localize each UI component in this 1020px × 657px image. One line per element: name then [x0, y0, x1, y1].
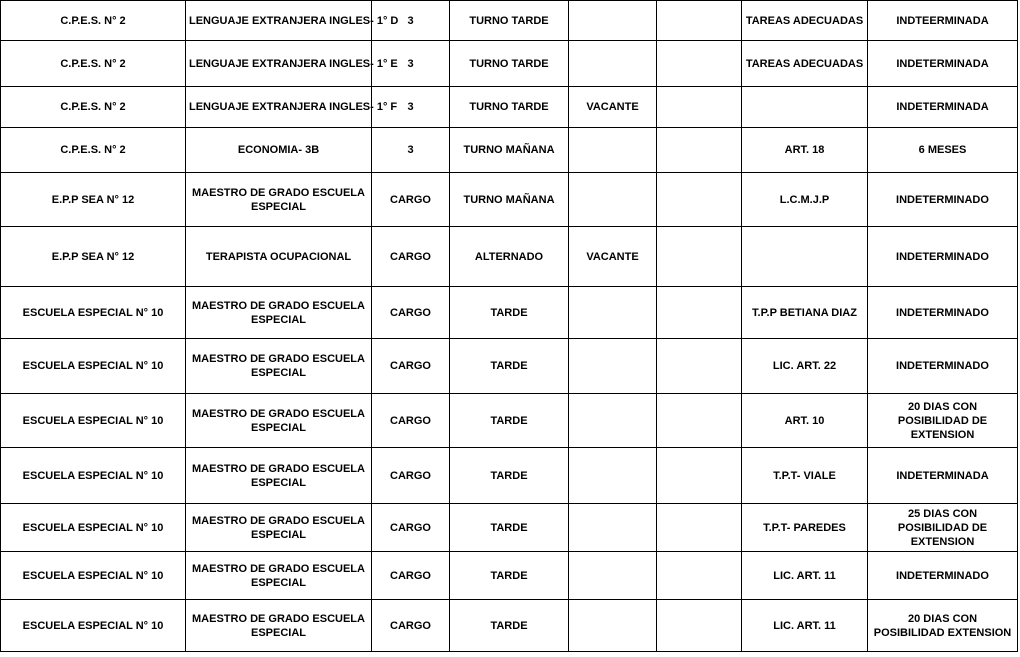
table-body: [1, 1, 1018, 652]
cell-extra: [657, 394, 742, 448]
cell-horas: CARGO: [372, 287, 450, 339]
cell-extra: [657, 339, 742, 394]
table-row: [1, 600, 1018, 652]
cell-duracion: INDETERMINADA: [868, 41, 1018, 87]
table-row: [1, 448, 1018, 504]
cell-turno: TARDE: [450, 394, 569, 448]
cell-motivo: L.C.M.J.P: [742, 173, 868, 227]
cell-horas: 3: [372, 87, 450, 128]
cell-motivo: ART. 18: [742, 128, 868, 173]
cell-escuela: ESCUELA ESPECIAL N° 10: [1, 394, 186, 448]
cell-asignatura: MAESTRO DE GRADO ESCUELA ESPECIAL: [186, 287, 372, 339]
cell-situacion: [569, 41, 657, 87]
cell-horas: 3: [372, 128, 450, 173]
cell-motivo: LIC. ART. 11: [742, 552, 868, 600]
cell-situacion: [569, 448, 657, 504]
cell-asignatura: MAESTRO DE GRADO ESCUELA ESPECIAL: [186, 448, 372, 504]
cell-asignatura: LENGUAJE EXTRANJERA INGLES- 1° E: [186, 41, 372, 87]
cell-asignatura: MAESTRO DE GRADO ESCUELA ESPECIAL: [186, 552, 372, 600]
cell-asignatura: LENGUAJE EXTRANJERA INGLES- 1° D: [186, 1, 372, 41]
cell-asignatura: MAESTRO DE GRADO ESCUELA ESPECIAL: [186, 600, 372, 652]
table-row: [1, 394, 1018, 448]
cell-escuela: C.P.E.S. N° 2: [1, 41, 186, 87]
cell-horas: 3: [372, 1, 450, 41]
cell-asignatura: TERAPISTA OCUPACIONAL: [186, 227, 372, 287]
cell-motivo: TAREAS ADECUADAS: [742, 1, 868, 41]
cell-situacion: [569, 394, 657, 448]
cell-motivo: [742, 87, 868, 128]
cell-situacion: VACANTE: [569, 227, 657, 287]
cell-extra: [657, 287, 742, 339]
cell-situacion: [569, 128, 657, 173]
cell-extra: [657, 227, 742, 287]
table-row: [1, 552, 1018, 600]
cell-situacion: [569, 552, 657, 600]
cell-extra: [657, 504, 742, 552]
cell-escuela: ESCUELA ESPECIAL N° 10: [1, 504, 186, 552]
cell-motivo: T.P.P BETIANA DIAZ: [742, 287, 868, 339]
cell-escuela: C.P.E.S. N° 2: [1, 1, 186, 41]
cell-horas: CARGO: [372, 339, 450, 394]
table-row: [1, 504, 1018, 552]
cell-turno: TARDE: [450, 504, 569, 552]
table-row: [1, 1, 1018, 41]
cell-situacion: [569, 287, 657, 339]
cell-turno: TURNO MAÑANA: [450, 128, 569, 173]
cell-situacion: [569, 600, 657, 652]
cell-escuela: C.P.E.S. N° 2: [1, 128, 186, 173]
cell-asignatura: LENGUAJE EXTRANJERA INGLES- 1° F: [186, 87, 372, 128]
cell-asignatura: MAESTRO DE GRADO ESCUELA ESPECIAL: [186, 173, 372, 227]
cell-duracion: INDTEERMINADA: [868, 1, 1018, 41]
cell-motivo: [742, 227, 868, 287]
cell-motivo: TAREAS ADECUADAS: [742, 41, 868, 87]
cell-motivo: LIC. ART. 11: [742, 600, 868, 652]
cell-duracion: INDETERMINADO: [868, 339, 1018, 394]
cell-horas: CARGO: [372, 173, 450, 227]
cell-duracion: INDETERMINADA: [868, 87, 1018, 128]
cell-asignatura: MAESTRO DE GRADO ESCUELA ESPECIAL: [186, 339, 372, 394]
cell-escuela: E.P.P SEA N° 12: [1, 227, 186, 287]
cell-turno: TARDE: [450, 287, 569, 339]
cell-horas: CARGO: [372, 448, 450, 504]
cell-motivo: ART. 10: [742, 394, 868, 448]
cell-turno: TURNO TARDE: [450, 1, 569, 41]
table-row: [1, 128, 1018, 173]
cell-escuela: ESCUELA ESPECIAL N° 10: [1, 339, 186, 394]
cell-turno: TARDE: [450, 339, 569, 394]
cell-situacion: VACANTE: [569, 87, 657, 128]
cell-escuela: ESCUELA ESPECIAL N° 10: [1, 448, 186, 504]
cell-situacion: [569, 339, 657, 394]
cell-extra: [657, 1, 742, 41]
table-row: [1, 339, 1018, 394]
cell-extra: [657, 173, 742, 227]
cell-duracion: INDETERMINADO: [868, 287, 1018, 339]
cell-duracion: 20 DIAS CON POSIBILIDAD EXTENSION: [868, 600, 1018, 652]
cell-duracion: INDETERMINADO: [868, 552, 1018, 600]
cell-horas: CARGO: [372, 600, 450, 652]
cell-turno: TURNO MAÑANA: [450, 173, 569, 227]
cell-horas: 3: [372, 41, 450, 87]
cell-duracion: 6 MESES: [868, 128, 1018, 173]
table-row: [1, 173, 1018, 227]
cell-extra: [657, 87, 742, 128]
cell-duracion: INDETERMINADA: [868, 448, 1018, 504]
cell-extra: [657, 448, 742, 504]
cell-turno: TARDE: [450, 552, 569, 600]
cell-horas: CARGO: [372, 227, 450, 287]
cell-turno: TURNO TARDE: [450, 87, 569, 128]
cell-horas: CARGO: [372, 504, 450, 552]
cell-duracion: INDETERMINADO: [868, 173, 1018, 227]
cell-escuela: E.P.P SEA N° 12: [1, 173, 186, 227]
cell-turno: TURNO TARDE: [450, 41, 569, 87]
cell-motivo: T.P.T- VIALE: [742, 448, 868, 504]
cell-turno: TARDE: [450, 600, 569, 652]
cell-duracion: INDETERMINADO: [868, 227, 1018, 287]
cell-escuela: C.P.E.S. N° 2: [1, 87, 186, 128]
cell-escuela: ESCUELA ESPECIAL N° 10: [1, 552, 186, 600]
cell-turno: ALTERNADO: [450, 227, 569, 287]
cell-asignatura: MAESTRO DE GRADO ESCUELA ESPECIAL: [186, 504, 372, 552]
cell-escuela: ESCUELA ESPECIAL N° 10: [1, 287, 186, 339]
table-row: [1, 227, 1018, 287]
cell-extra: [657, 128, 742, 173]
cell-asignatura: MAESTRO DE GRADO ESCUELA ESPECIAL: [186, 394, 372, 448]
cell-motivo: LIC. ART. 22: [742, 339, 868, 394]
cell-duracion: 20 DIAS CON POSIBILIDAD DE EXTENSION: [868, 394, 1018, 448]
cell-duracion: 25 DIAS CON POSIBILIDAD DE EXTENSION: [868, 504, 1018, 552]
cell-horas: CARGO: [372, 394, 450, 448]
table-row: [1, 41, 1018, 87]
table-row: [1, 287, 1018, 339]
cell-asignatura: ECONOMIA- 3B: [186, 128, 372, 173]
table-row: [1, 87, 1018, 128]
cell-turno: TARDE: [450, 448, 569, 504]
cell-escuela: ESCUELA ESPECIAL N° 10: [1, 600, 186, 652]
cell-situacion: [569, 1, 657, 41]
cell-extra: [657, 41, 742, 87]
cell-motivo: T.P.T- PAREDES: [742, 504, 868, 552]
cell-extra: [657, 600, 742, 652]
cell-situacion: [569, 173, 657, 227]
cell-situacion: [569, 504, 657, 552]
cell-extra: [657, 552, 742, 600]
cell-horas: CARGO: [372, 552, 450, 600]
